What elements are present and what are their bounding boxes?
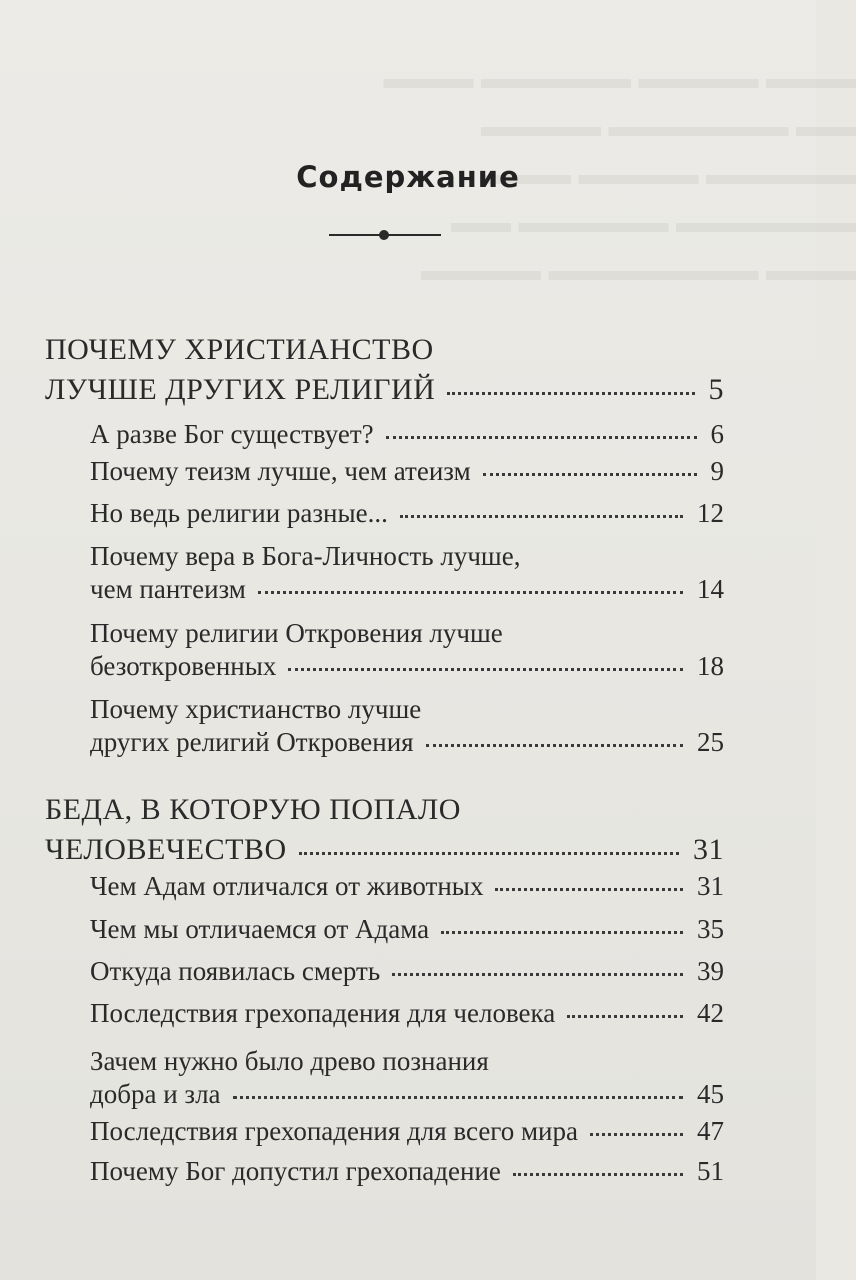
toc-text-line: Но ведь религии разные... (90, 498, 388, 528)
page-number: 9 (710, 456, 724, 486)
dot-leader (590, 1131, 683, 1136)
toc-text-line: Почему христианство лучше (90, 694, 422, 724)
dot-leader (392, 971, 683, 976)
toc-text-line: Последствия грехопадения для всего мира (90, 1116, 578, 1146)
toc-text-line: Последствия грехопадения для человека (90, 998, 556, 1028)
toc-text-line: безоткровенных (90, 651, 277, 681)
toc-item (90, 617, 724, 683)
show-through-text: ▬▬▬ ▬▬▬▬ ▬▬▬▬▬ ▬▬▬ ▬▬ ▬▬▬▬▬▬ ▬▬▬▬ ▬▬▬▬▬ ▬▬▬▬ ▬▬▬ ▬▬▬▬▬▬ ▬▬▬▬▬ ▬▬ ▬▬▬ ▬▬▬▬▬▬▬ ▬▬▬▬ (383, 62, 856, 287)
page-number: 14 (697, 574, 724, 604)
toc-text-line: ЛУЧШЕ ДРУГИХ РЕЛИГИЙ (45, 373, 436, 406)
toc-item (90, 1045, 724, 1111)
dot-leader (386, 434, 697, 439)
toc-item (90, 540, 724, 606)
dot-leader (233, 1094, 683, 1099)
toc-text-line: БЕДА, В КОТОРУЮ ПОПАЛО (45, 793, 461, 826)
toc-item (90, 455, 724, 488)
page-number: 18 (697, 651, 724, 681)
toc-item (90, 997, 724, 1030)
dot-leader (447, 390, 694, 395)
page-number: 47 (697, 1116, 724, 1146)
page-number: 5 (708, 373, 724, 406)
page-number: 31 (693, 833, 724, 866)
toc-item (90, 1155, 724, 1188)
dot-leader (483, 471, 697, 476)
page-title: Содержание (296, 160, 520, 194)
toc-text-line: чем пантеизм (90, 574, 246, 604)
dot-leader (567, 1013, 683, 1018)
toc-text-line: Почему вера в Бога-Личность лучше, (90, 541, 521, 571)
dot-leader (495, 886, 683, 891)
dot-leader (513, 1171, 683, 1176)
dot-leader (299, 850, 679, 855)
toc-text-line: Откуда появилась смерть (90, 956, 381, 986)
page-number: 31 (697, 871, 724, 901)
page-number: 6 (710, 419, 724, 449)
toc-item (90, 870, 724, 903)
toc-chapter (45, 330, 724, 410)
page-number: 45 (697, 1079, 724, 1109)
toc-text-line: Почему теизм лучше, чем атеизм (90, 456, 471, 486)
toc-item (90, 913, 724, 946)
toc-text-line: Чем мы отличаемся от Адама (90, 914, 430, 944)
page-number: 39 (697, 956, 724, 986)
page-number: 25 (697, 727, 724, 757)
toc-text-line: ЧЕЛОВЕЧЕСТВО (45, 833, 287, 866)
toc-text-line: Почему религии Откровения лучше (90, 618, 503, 648)
toc-item (90, 497, 724, 530)
toc-text-line: ПОЧЕМУ ХРИСТИАНСТВО (45, 333, 434, 366)
title-ornament (329, 229, 441, 241)
dot-leader (441, 929, 683, 934)
toc-text-line: других религий Откровения (90, 727, 414, 757)
dot-leader (400, 513, 683, 518)
toc-item (90, 693, 724, 759)
toc-item (90, 1115, 724, 1148)
toc-text-line: Почему Бог допустил грехопадение (90, 1156, 501, 1186)
toc-chapter (45, 790, 724, 870)
page-number: 51 (697, 1156, 724, 1186)
dot-leader (288, 666, 683, 671)
toc-item (90, 955, 724, 988)
toc-text-line: добра и зла (90, 1079, 221, 1109)
toc-text-line: А разве Бог существует? (90, 419, 374, 449)
page-number: 12 (697, 498, 724, 528)
toc-text-line: Чем Адам отличался от животных (90, 871, 484, 901)
page-number: 42 (697, 998, 724, 1028)
toc-text-line: Зачем нужно было древо познания (90, 1046, 489, 1076)
page-number: 35 (697, 914, 724, 944)
dot-leader (426, 742, 683, 747)
toc-item (90, 418, 724, 451)
dot-leader (258, 589, 683, 594)
